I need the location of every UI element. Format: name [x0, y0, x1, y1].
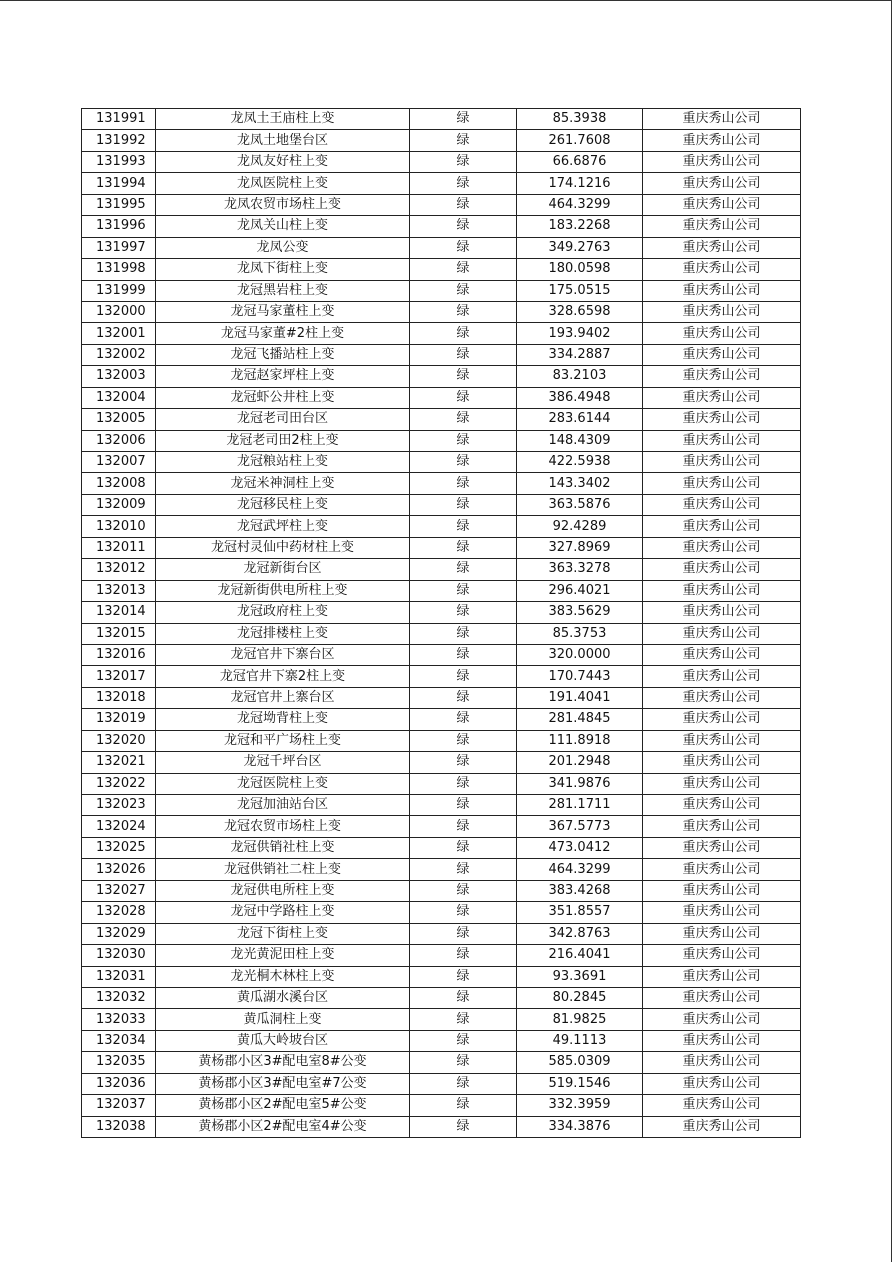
cell-company: 重庆秀山公司: [643, 602, 801, 623]
cell-value: 351.8557: [517, 902, 643, 923]
table-row: [82, 173, 801, 194]
cell-id: 131999: [82, 280, 156, 301]
cell-status: 绿: [410, 902, 517, 923]
table-row: [82, 366, 801, 387]
cell-id: 131991: [82, 109, 156, 130]
cell-company: 重庆秀山公司: [643, 752, 801, 773]
cell-company: 重庆秀山公司: [643, 987, 801, 1008]
cell-name: 黄杨郡小区3#配电室#7公变: [156, 1073, 410, 1094]
cell-id: 132019: [82, 709, 156, 730]
cell-id: 132025: [82, 837, 156, 858]
table-row: [82, 773, 801, 794]
cell-id: 132015: [82, 623, 156, 644]
table-row: [82, 1030, 801, 1051]
cell-value: 201.2948: [517, 752, 643, 773]
cell-name: 龙冠官井下寨台区: [156, 644, 410, 665]
cell-status: 绿: [410, 473, 517, 494]
table-row: [82, 1052, 801, 1073]
cell-status: 绿: [410, 816, 517, 837]
cell-company: 重庆秀山公司: [643, 130, 801, 151]
cell-name: 龙冠移民柱上变: [156, 494, 410, 515]
table-row: [82, 494, 801, 515]
cell-name: 龙凤下街柱上变: [156, 259, 410, 280]
table-row: [82, 387, 801, 408]
cell-status: 绿: [410, 880, 517, 901]
cell-name: 龙冠新街台区: [156, 559, 410, 580]
table-row: [82, 1073, 801, 1094]
cell-company: 重庆秀山公司: [643, 816, 801, 837]
cell-status: 绿: [410, 602, 517, 623]
table-row: [82, 151, 801, 172]
cell-name: 龙冠官井下寨2柱上变: [156, 666, 410, 687]
table-row: [82, 816, 801, 837]
cell-name: 龙冠供销社二柱上变: [156, 859, 410, 880]
table-row: [82, 602, 801, 623]
cell-company: 重庆秀山公司: [643, 1030, 801, 1051]
table-row: [82, 1009, 801, 1030]
table-row: [82, 987, 801, 1008]
cell-id: 132031: [82, 966, 156, 987]
cell-name: 龙凤土王庙柱上变: [156, 109, 410, 130]
cell-id: 132009: [82, 494, 156, 515]
cell-status: 绿: [410, 216, 517, 237]
cell-company: 重庆秀山公司: [643, 945, 801, 966]
cell-company: 重庆秀山公司: [643, 344, 801, 365]
cell-name: 龙冠老司田2柱上变: [156, 430, 410, 451]
cell-status: 绿: [410, 773, 517, 794]
table-row: [82, 666, 801, 687]
cell-name: 龙冠粮站柱上变: [156, 452, 410, 473]
cell-id: 132021: [82, 752, 156, 773]
table-row: [82, 945, 801, 966]
cell-id: 131994: [82, 173, 156, 194]
cell-value: 80.2845: [517, 987, 643, 1008]
cell-status: 绿: [410, 945, 517, 966]
cell-value: 327.8969: [517, 537, 643, 558]
cell-status: 绿: [410, 387, 517, 408]
table-row: [82, 923, 801, 944]
table-row: [82, 409, 801, 430]
cell-value: 93.3691: [517, 966, 643, 987]
cell-status: 绿: [410, 452, 517, 473]
cell-id: 132037: [82, 1095, 156, 1116]
cell-id: 132022: [82, 773, 156, 794]
cell-value: 283.6144: [517, 409, 643, 430]
cell-id: 132002: [82, 344, 156, 365]
cell-status: 绿: [410, 966, 517, 987]
cell-name: 龙冠马家董#2柱上变: [156, 323, 410, 344]
cell-company: 重庆秀山公司: [643, 687, 801, 708]
cell-id: 132012: [82, 559, 156, 580]
cell-name: 龙冠马家董柱上变: [156, 301, 410, 322]
cell-company: 重庆秀山公司: [643, 280, 801, 301]
cell-status: 绿: [410, 687, 517, 708]
cell-status: 绿: [410, 859, 517, 880]
cell-status: 绿: [410, 130, 517, 151]
cell-value: 92.4289: [517, 516, 643, 537]
cell-company: 重庆秀山公司: [643, 494, 801, 515]
cell-status: 绿: [410, 259, 517, 280]
table-row: [82, 430, 801, 451]
cell-name: 龙冠加油站台区: [156, 795, 410, 816]
cell-company: 重庆秀山公司: [643, 409, 801, 430]
table-row: [82, 966, 801, 987]
cell-status: 绿: [410, 494, 517, 515]
cell-name: 龙凤土地堡台区: [156, 130, 410, 151]
cell-company: 重庆秀山公司: [643, 387, 801, 408]
cell-status: 绿: [410, 409, 517, 430]
cell-company: 重庆秀山公司: [643, 923, 801, 944]
cell-value: 281.4845: [517, 709, 643, 730]
cell-name: 龙冠农贸市场柱上变: [156, 816, 410, 837]
cell-id: 132034: [82, 1030, 156, 1051]
cell-name: 龙冠供电所柱上变: [156, 880, 410, 901]
cell-status: 绿: [410, 709, 517, 730]
cell-company: 重庆秀山公司: [643, 644, 801, 665]
cell-company: 重庆秀山公司: [643, 709, 801, 730]
page-top-border: [0, 0, 892, 1]
cell-company: 重庆秀山公司: [643, 559, 801, 580]
cell-status: 绿: [410, 280, 517, 301]
table-row: [82, 752, 801, 773]
cell-company: 重庆秀山公司: [643, 301, 801, 322]
cell-value: 422.5938: [517, 452, 643, 473]
table-row: [82, 730, 801, 751]
cell-id: 132017: [82, 666, 156, 687]
cell-value: 334.2887: [517, 344, 643, 365]
table-row: [82, 130, 801, 151]
cell-value: 386.4948: [517, 387, 643, 408]
cell-company: 重庆秀山公司: [643, 473, 801, 494]
cell-id: 132036: [82, 1073, 156, 1094]
cell-value: 174.1216: [517, 173, 643, 194]
table-row: [82, 1116, 801, 1137]
cell-value: 341.9876: [517, 773, 643, 794]
cell-company: 重庆秀山公司: [643, 795, 801, 816]
cell-name: 龙冠医院柱上变: [156, 773, 410, 794]
cell-status: 绿: [410, 194, 517, 215]
cell-value: 175.0515: [517, 280, 643, 301]
cell-company: 重庆秀山公司: [643, 151, 801, 172]
cell-id: 132029: [82, 923, 156, 944]
cell-id: 132007: [82, 452, 156, 473]
cell-company: 重庆秀山公司: [643, 237, 801, 258]
cell-name: 龙冠中学路柱上变: [156, 902, 410, 923]
cell-company: 重庆秀山公司: [643, 1073, 801, 1094]
cell-company: 重庆秀山公司: [643, 580, 801, 601]
cell-value: 585.0309: [517, 1052, 643, 1073]
cell-status: 绿: [410, 923, 517, 944]
cell-value: 83.2103: [517, 366, 643, 387]
cell-value: 148.4309: [517, 430, 643, 451]
cell-company: 重庆秀山公司: [643, 516, 801, 537]
cell-value: 180.0598: [517, 259, 643, 280]
cell-value: 81.9825: [517, 1009, 643, 1030]
cell-company: 重庆秀山公司: [643, 323, 801, 344]
cell-status: 绿: [410, 109, 517, 130]
cell-name: 龙冠虾公井柱上变: [156, 387, 410, 408]
cell-status: 绿: [410, 323, 517, 344]
table-row: [82, 259, 801, 280]
cell-name: 龙冠米神洞柱上变: [156, 473, 410, 494]
cell-name: 龙冠政府柱上变: [156, 602, 410, 623]
cell-value: 193.9402: [517, 323, 643, 344]
cell-value: 349.2763: [517, 237, 643, 258]
data-table: [81, 108, 801, 1138]
cell-status: 绿: [410, 623, 517, 644]
table-row: [82, 473, 801, 494]
cell-value: 111.8918: [517, 730, 643, 751]
cell-value: 85.3938: [517, 109, 643, 130]
cell-status: 绿: [410, 516, 517, 537]
cell-id: 131997: [82, 237, 156, 258]
cell-id: 131998: [82, 259, 156, 280]
cell-id: 132004: [82, 387, 156, 408]
cell-value: 85.3753: [517, 623, 643, 644]
cell-company: 重庆秀山公司: [643, 1095, 801, 1116]
cell-name: 龙冠坳背柱上变: [156, 709, 410, 730]
cell-id: 132011: [82, 537, 156, 558]
cell-id: 132033: [82, 1009, 156, 1030]
cell-name: 龙冠赵家坪柱上变: [156, 366, 410, 387]
table-row: [82, 323, 801, 344]
cell-value: 519.1546: [517, 1073, 643, 1094]
table-row: [82, 687, 801, 708]
cell-value: 464.3299: [517, 859, 643, 880]
cell-name: 龙凤农贸市场柱上变: [156, 194, 410, 215]
table-row: [82, 837, 801, 858]
table-row: [82, 452, 801, 473]
cell-company: 重庆秀山公司: [643, 837, 801, 858]
cell-company: 重庆秀山公司: [643, 902, 801, 923]
cell-id: 132013: [82, 580, 156, 601]
table-row: [82, 880, 801, 901]
cell-name: 龙冠供销社柱上变: [156, 837, 410, 858]
cell-id: 132016: [82, 644, 156, 665]
cell-value: 191.4041: [517, 687, 643, 708]
cell-status: 绿: [410, 237, 517, 258]
cell-name: 龙凤医院柱上变: [156, 173, 410, 194]
cell-name: 龙冠和平广场柱上变: [156, 730, 410, 751]
cell-id: 132035: [82, 1052, 156, 1073]
cell-status: 绿: [410, 1073, 517, 1094]
cell-id: 132008: [82, 473, 156, 494]
cell-company: 重庆秀山公司: [643, 730, 801, 751]
cell-id: 132020: [82, 730, 156, 751]
cell-id: 132028: [82, 902, 156, 923]
cell-value: 363.5876: [517, 494, 643, 515]
cell-value: 296.4021: [517, 580, 643, 601]
cell-name: 龙冠黑岩柱上变: [156, 280, 410, 301]
cell-name: 龙冠村灵仙中药材柱上变: [156, 537, 410, 558]
cell-value: 383.4268: [517, 880, 643, 901]
cell-status: 绿: [410, 1095, 517, 1116]
cell-company: 重庆秀山公司: [643, 366, 801, 387]
table-row: [82, 280, 801, 301]
cell-name: 龙冠老司田台区: [156, 409, 410, 430]
cell-value: 216.4041: [517, 945, 643, 966]
cell-id: 132018: [82, 687, 156, 708]
table-body: [82, 109, 801, 1138]
cell-name: 龙凤公变: [156, 237, 410, 258]
cell-id: 132026: [82, 859, 156, 880]
cell-status: 绿: [410, 1030, 517, 1051]
cell-company: 重庆秀山公司: [643, 216, 801, 237]
cell-value: 383.5629: [517, 602, 643, 623]
cell-company: 重庆秀山公司: [643, 859, 801, 880]
cell-id: 132038: [82, 1116, 156, 1137]
cell-name: 黄瓜洞柱上变: [156, 1009, 410, 1030]
cell-name: 龙冠武坪柱上变: [156, 516, 410, 537]
cell-name: 黄瓜湖水溪台区: [156, 987, 410, 1008]
cell-id: 132030: [82, 945, 156, 966]
cell-name: 龙光桐木林柱上变: [156, 966, 410, 987]
cell-id: 132014: [82, 602, 156, 623]
cell-name: 黄瓜大岭坡台区: [156, 1030, 410, 1051]
cell-status: 绿: [410, 644, 517, 665]
cell-name: 龙冠官井上寨台区: [156, 687, 410, 708]
cell-status: 绿: [410, 301, 517, 322]
cell-id: 131992: [82, 130, 156, 151]
table-row: [82, 237, 801, 258]
cell-status: 绿: [410, 344, 517, 365]
cell-id: 132024: [82, 816, 156, 837]
table-row: [82, 109, 801, 130]
cell-name: 龙凤友好柱上变: [156, 151, 410, 172]
table-row: [82, 344, 801, 365]
cell-id: 132003: [82, 366, 156, 387]
cell-name: 黄杨郡小区2#配电室5#公变: [156, 1095, 410, 1116]
cell-status: 绿: [410, 987, 517, 1008]
cell-company: 重庆秀山公司: [643, 623, 801, 644]
cell-value: 66.6876: [517, 151, 643, 172]
cell-id: 132023: [82, 795, 156, 816]
cell-value: 363.3278: [517, 559, 643, 580]
cell-company: 重庆秀山公司: [643, 109, 801, 130]
cell-company: 重庆秀山公司: [643, 1009, 801, 1030]
cell-status: 绿: [410, 559, 517, 580]
cell-company: 重庆秀山公司: [643, 194, 801, 215]
cell-company: 重庆秀山公司: [643, 430, 801, 451]
cell-status: 绿: [410, 1052, 517, 1073]
cell-company: 重庆秀山公司: [643, 880, 801, 901]
cell-value: 143.3402: [517, 473, 643, 494]
cell-name: 龙冠下街柱上变: [156, 923, 410, 944]
cell-status: 绿: [410, 752, 517, 773]
cell-id: 132006: [82, 430, 156, 451]
cell-value: 49.1113: [517, 1030, 643, 1051]
cell-value: 367.5773: [517, 816, 643, 837]
cell-id: 132005: [82, 409, 156, 430]
cell-company: 重庆秀山公司: [643, 452, 801, 473]
cell-status: 绿: [410, 151, 517, 172]
table-row: [82, 216, 801, 237]
cell-status: 绿: [410, 666, 517, 687]
cell-status: 绿: [410, 795, 517, 816]
cell-company: 重庆秀山公司: [643, 773, 801, 794]
table-row: [82, 623, 801, 644]
cell-status: 绿: [410, 1116, 517, 1137]
cell-company: 重庆秀山公司: [643, 173, 801, 194]
cell-status: 绿: [410, 366, 517, 387]
cell-value: 170.7443: [517, 666, 643, 687]
cell-id: 131993: [82, 151, 156, 172]
cell-status: 绿: [410, 730, 517, 751]
cell-id: 131995: [82, 194, 156, 215]
cell-value: 328.6598: [517, 301, 643, 322]
cell-status: 绿: [410, 430, 517, 451]
cell-value: 464.3299: [517, 194, 643, 215]
cell-status: 绿: [410, 1009, 517, 1030]
table-row: [82, 580, 801, 601]
cell-id: 132032: [82, 987, 156, 1008]
cell-company: 重庆秀山公司: [643, 666, 801, 687]
cell-name: 黄杨郡小区3#配电室8#公变: [156, 1052, 410, 1073]
table-row: [82, 194, 801, 215]
cell-name: 龙凤关山柱上变: [156, 216, 410, 237]
cell-value: 332.3959: [517, 1095, 643, 1116]
table-row: [82, 644, 801, 665]
table-row: [82, 795, 801, 816]
cell-name: 龙冠千坪台区: [156, 752, 410, 773]
cell-name: 龙冠飞播站柱上变: [156, 344, 410, 365]
cell-value: 281.1711: [517, 795, 643, 816]
cell-value: 261.7608: [517, 130, 643, 151]
cell-value: 342.8763: [517, 923, 643, 944]
table-row: [82, 1095, 801, 1116]
cell-value: 183.2268: [517, 216, 643, 237]
cell-status: 绿: [410, 837, 517, 858]
cell-name: 龙光黄泥田柱上变: [156, 945, 410, 966]
cell-value: 320.0000: [517, 644, 643, 665]
cell-id: 132010: [82, 516, 156, 537]
cell-value: 473.0412: [517, 837, 643, 858]
cell-status: 绿: [410, 173, 517, 194]
cell-status: 绿: [410, 537, 517, 558]
table-row: [82, 537, 801, 558]
cell-name: 龙冠新街供电所柱上变: [156, 580, 410, 601]
cell-company: 重庆秀山公司: [643, 537, 801, 558]
cell-id: 132001: [82, 323, 156, 344]
cell-company: 重庆秀山公司: [643, 259, 801, 280]
cell-id: 131996: [82, 216, 156, 237]
table-row: [82, 559, 801, 580]
cell-status: 绿: [410, 580, 517, 601]
cell-value: 334.3876: [517, 1116, 643, 1137]
cell-company: 重庆秀山公司: [643, 1052, 801, 1073]
table-row: [82, 301, 801, 322]
cell-company: 重庆秀山公司: [643, 1116, 801, 1137]
table-row: [82, 859, 801, 880]
table-row: [82, 516, 801, 537]
table-row: [82, 709, 801, 730]
cell-name: 黄杨郡小区2#配电室4#公变: [156, 1116, 410, 1137]
table-row: [82, 902, 801, 923]
cell-id: 132027: [82, 880, 156, 901]
cell-id: 132000: [82, 301, 156, 322]
cell-company: 重庆秀山公司: [643, 966, 801, 987]
cell-name: 龙冠排楼柱上变: [156, 623, 410, 644]
